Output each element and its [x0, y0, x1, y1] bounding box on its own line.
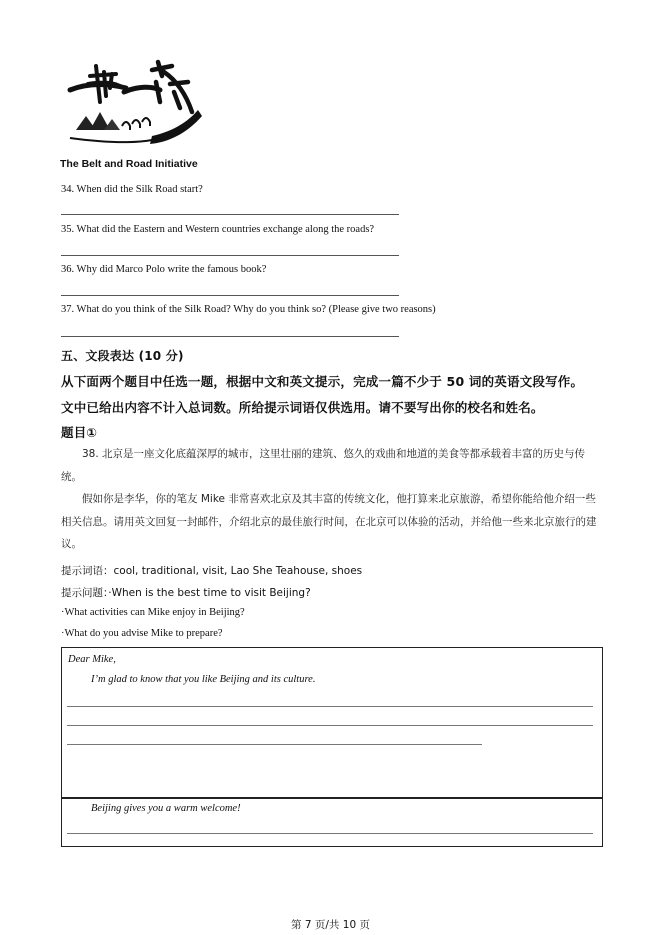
- task-paragraph-1: 38. 北京是一座文化底蕴深厚的城市，这里壮丽的建筑、悠久的戏曲和地道的美食等都承载着丰富的历史与传统。: [61, 448, 586, 483]
- letter-closing: Beijing gives you a warm welcome!: [91, 803, 241, 814]
- hint-question-1: 提示问题：·When is the best time to visit Beijing?: [61, 587, 311, 599]
- instruction-line-2: 文中已给出内容不计入总词数。所给提示词语仅供选用。请不要写出你的校名和姓名。: [61, 400, 544, 415]
- letter-box-lower: [61, 797, 603, 847]
- belt-road-logo: [60, 52, 210, 162]
- hint-words: 提示词语：cool, traditional, visit, Lao She Teahouse, shoes: [61, 565, 363, 577]
- question-37: 37. What do you think of the Silk Road? Why do you think so? (Please give two reasons): [61, 304, 436, 315]
- section-title: 五、文段表达 (10 分): [61, 349, 184, 363]
- belt-road-logo-graphic: [60, 52, 210, 162]
- hint-question-3: ·What do you advise Mike to prepare?: [61, 628, 223, 639]
- logo-caption: The Belt and Road Initiative: [60, 158, 198, 170]
- writing-line-2[interactable]: [67, 725, 593, 726]
- letter-greeting: Dear Mike,: [68, 654, 116, 665]
- answer-line-35[interactable]: [61, 255, 399, 256]
- answer-line-36[interactable]: [61, 295, 399, 296]
- page-footer: 第 7 页/共 10 页: [291, 919, 370, 931]
- answer-line-34[interactable]: [61, 214, 399, 215]
- letter-box-upper: [61, 647, 603, 799]
- writing-line-3[interactable]: [67, 744, 482, 745]
- answer-line-37[interactable]: [61, 336, 399, 337]
- topic-label: 题目①: [61, 425, 98, 440]
- instruction-line-1: 从下面两个题目中任选一题，根据中文和英文提示，完成一篇不少于 50 词的英语文段写作。: [61, 374, 584, 389]
- task-paragraph-2: 假如你是李华，你的笔友 Mike 非常喜欢北京及其丰富的传统文化，他打算来北京旅游，希望你能给他介绍一些相关信息。请用英文回复一封邮件，介绍北京的最佳旅行时间，在北京可以体验的活动，并给他一些来北京旅行的建议。: [61, 493, 597, 550]
- question-36: 36. Why did Marco Polo write the famous book?: [61, 264, 267, 275]
- writing-line-1[interactable]: [67, 706, 593, 707]
- letter-opening: I’m glad to know that you like Beijing and its culture.: [91, 674, 316, 685]
- writing-line-closing[interactable]: [67, 833, 593, 834]
- hint-question-2: ·What activities can Mike enjoy in Beijing?: [61, 607, 245, 618]
- question-35: 35. What did the Eastern and Western countries exchange along the roads?: [61, 224, 375, 235]
- question-34: 34. When did the Silk Road start?: [61, 184, 203, 195]
